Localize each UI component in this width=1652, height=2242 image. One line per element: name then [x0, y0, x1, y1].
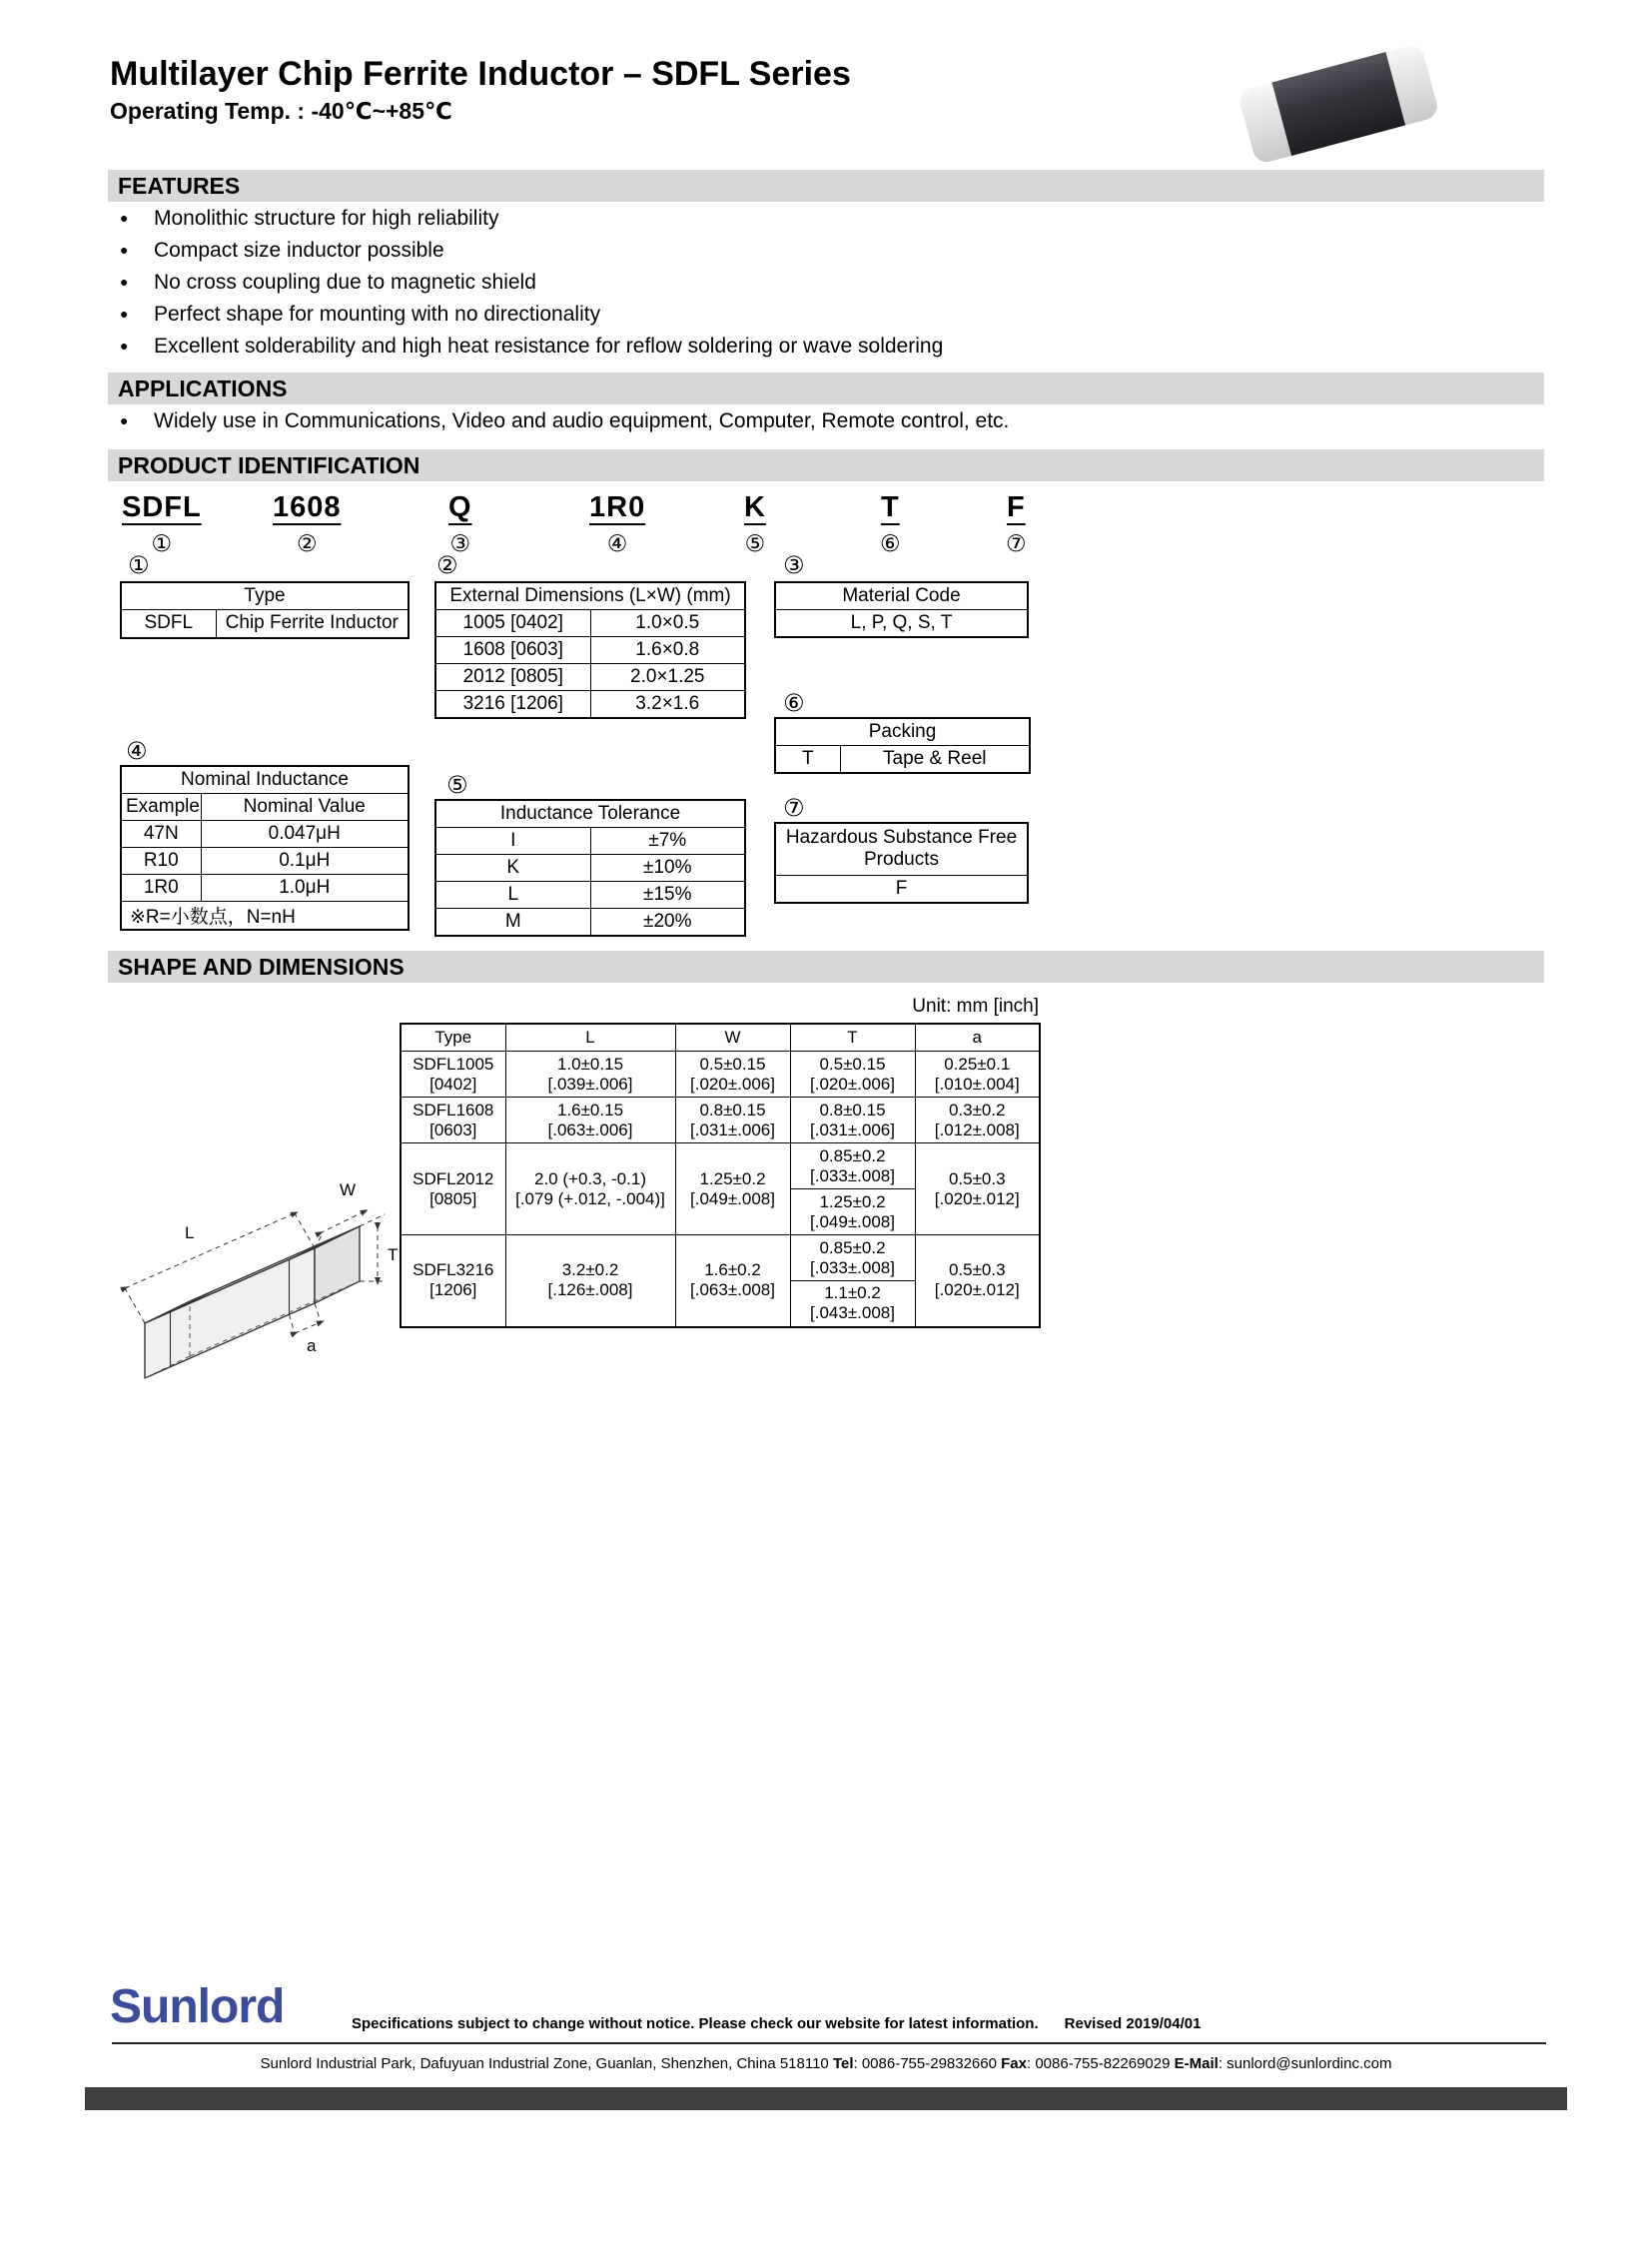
table-cell: 47N: [121, 821, 201, 848]
table-note: ※R=小数点，N=nH: [121, 902, 409, 931]
cell-line: SDFL1005: [413, 1054, 494, 1074]
table-cell: [790, 1143, 915, 1189]
table-row: [435, 691, 745, 719]
cell-line: 0.5±0.15: [699, 1054, 766, 1074]
cell-line: 1.6±0.15: [556, 1100, 624, 1120]
table-title: Type: [121, 582, 409, 610]
type-table: [120, 581, 410, 639]
table-cell: 1.6×0.8: [590, 637, 745, 664]
table-cell: 1.0μH: [201, 875, 409, 902]
table-cell: SDFL: [121, 610, 216, 638]
cell-line: [.012±.008]: [934, 1120, 1020, 1139]
code-text: 1R0: [589, 491, 646, 523]
feature-text: Excellent solderability and high heat resistance for reflow soldering or wave soldering: [154, 335, 944, 358]
cell-line: [.043±.008]: [810, 1303, 895, 1323]
bullet-icon: ●: [120, 210, 129, 226]
table-title: [775, 823, 1028, 875]
bullet-icon: ●: [120, 412, 129, 428]
table-cell: T: [775, 746, 840, 774]
list-item: [110, 409, 1009, 432]
table-cell: [505, 1052, 675, 1098]
code-segment-size: [273, 491, 342, 557]
cell-line: SDFL2012: [413, 1168, 494, 1188]
table-title: Packing: [775, 718, 1030, 746]
cell-line: [.020±.012]: [934, 1188, 1020, 1208]
tel-number: : 0086-755-29832660: [853, 2055, 1002, 2072]
table-row: [775, 746, 1030, 774]
list-item: [110, 271, 943, 294]
table-row: [435, 637, 745, 664]
table-row: [775, 718, 1030, 746]
cell-line: 0.8±0.15: [699, 1100, 766, 1120]
code-marker: ④: [606, 530, 628, 556]
table-title: External Dimensions (L×W) (mm): [435, 582, 745, 610]
code-segment-material: [448, 491, 472, 557]
section-heading-label: APPLICATIONS: [118, 374, 288, 401]
table-row: [121, 902, 409, 931]
diagram-label-cap: a: [307, 1336, 317, 1355]
cell-line: [.033±.008]: [810, 1257, 895, 1277]
table-marker: ③: [783, 552, 805, 579]
table-cell: 3.2×1.6: [590, 691, 745, 719]
code-marker: ⑦: [1006, 530, 1027, 556]
table-cell: [675, 1143, 790, 1235]
table-marker: ⑦: [783, 795, 805, 822]
list-item: [110, 335, 943, 358]
table-title: Inductance Tolerance: [435, 800, 745, 828]
email-label: E-Mail: [1174, 2055, 1219, 2072]
table-row: [435, 664, 745, 691]
table-cell: [790, 1052, 915, 1098]
table-row: [435, 800, 745, 828]
table-cell: 2012 [0805]: [435, 664, 590, 691]
section-heading-label: PRODUCT IDENTIFICATION: [118, 451, 420, 478]
table-row: [435, 855, 745, 882]
application-text: Widely use in Communications, Video and audio equipment, Computer, Remote control, etc.: [154, 409, 1010, 432]
column-header: a: [915, 1024, 1040, 1052]
cell-line: [.039±.006]: [547, 1074, 633, 1094]
cell-line: 0.5±0.15: [819, 1054, 886, 1074]
table-cell: ±15%: [590, 882, 745, 909]
feature-text: Perfect shape for mounting with no directionality: [154, 303, 601, 326]
feature-text: No cross coupling due to magnetic shield: [154, 271, 536, 294]
table-marker: ⑥: [783, 690, 805, 717]
table-cell: 1608 [0603]: [435, 637, 590, 664]
cell-line: [.126±.008]: [547, 1280, 633, 1300]
code-marker: ③: [449, 530, 471, 556]
table-row: [121, 582, 409, 610]
column-header: W: [675, 1024, 790, 1052]
unit-label: Unit: mm [inch]: [912, 996, 1039, 1017]
code-marker: ⑤: [744, 530, 766, 556]
dimension-diagram: [95, 1133, 414, 1423]
cell-line: 1.6±0.2: [704, 1260, 761, 1280]
table-row: [401, 1052, 1040, 1098]
table-row: [121, 610, 409, 638]
table-row: [435, 828, 745, 855]
table-row: [775, 823, 1028, 875]
bullet-icon: ●: [120, 274, 129, 290]
fax-number: : 0086-755-82269029: [1027, 2055, 1175, 2072]
cell-line: [1206]: [429, 1280, 477, 1300]
email-address: : sunlord@sunlordinc.com: [1218, 2055, 1392, 2072]
table-marker: ②: [436, 552, 458, 579]
feature-text: Monolithic structure for high reliability: [154, 207, 499, 230]
bullet-icon: ●: [120, 242, 129, 258]
table-cell: [401, 1143, 505, 1235]
code-segment-type: [122, 491, 202, 557]
table-row: [435, 582, 745, 610]
code-segment-tolerance: [744, 491, 766, 557]
table-cell: [675, 1052, 790, 1098]
table-cell: [790, 1098, 915, 1143]
revision-date: Revised 2019/04/01: [1064, 2015, 1202, 2032]
table-cell: [505, 1235, 675, 1327]
cell-line: 1.25±0.2: [699, 1168, 766, 1188]
cell-line: SDFL3216: [413, 1260, 494, 1280]
table-cell: [675, 1235, 790, 1327]
table-cell: 0.047μH: [201, 821, 409, 848]
table-cell: [401, 1235, 505, 1327]
table-cell: K: [435, 855, 590, 882]
cell-line: 0.5±0.3: [948, 1260, 1006, 1280]
table-cell: R10: [121, 848, 201, 875]
section-heading-label: FEATURES: [118, 172, 241, 199]
column-header: Example: [121, 794, 201, 821]
table-row: [121, 794, 409, 821]
code-text: T: [880, 491, 900, 523]
table-row: [401, 1098, 1040, 1143]
cell-line: [.063±.008]: [690, 1280, 775, 1300]
cell-line: [.020±.006]: [810, 1074, 895, 1094]
cell-line: [.049±.008]: [690, 1188, 775, 1208]
spec-notice: Specifications subject to change without notice. Please check our website for latest information.: [352, 2015, 1039, 2032]
applications-list: [110, 409, 1009, 432]
table-cell: [790, 1189, 915, 1235]
column-header: T: [790, 1024, 915, 1052]
table-title: Nominal Inductance: [121, 766, 409, 794]
footer-note-row: [352, 2015, 1201, 2032]
diagram-label-width: W: [340, 1180, 357, 1199]
diagram-label-length: L: [185, 1223, 195, 1242]
cell-line: Products: [864, 849, 939, 871]
tel-label: Tel: [832, 2055, 854, 2072]
company-logo: Sunlord: [110, 1980, 285, 2033]
cell-line: [.010±.004]: [934, 1074, 1020, 1094]
cell-line: [.063±.006]: [547, 1120, 633, 1139]
table-row: [775, 610, 1028, 638]
table-marker: ①: [128, 552, 150, 579]
footer-divider: [112, 2042, 1546, 2044]
cell-line: 0.3±0.2: [948, 1100, 1006, 1120]
table-cell: [401, 1098, 505, 1143]
hazard-free-table: [774, 822, 1029, 904]
code-text: F: [1006, 491, 1026, 523]
table-cell: [915, 1143, 1040, 1235]
cell-line: [.049±.008]: [810, 1211, 895, 1231]
table-cell: 3216 [1206]: [435, 691, 590, 719]
cell-line: 3.2±0.2: [561, 1260, 619, 1280]
cell-line: [.033±.008]: [810, 1165, 895, 1185]
table-cell: [915, 1052, 1040, 1098]
cell-line: [.020±.012]: [934, 1280, 1020, 1300]
table-cell: [675, 1098, 790, 1143]
table-row: [775, 875, 1028, 903]
chip-product-image: [1214, 28, 1463, 178]
table-cell: [915, 1098, 1040, 1143]
table-cell: [915, 1235, 1040, 1327]
external-dimensions-table: [434, 581, 746, 719]
cell-line: 2.0 (+0.3, -0.1): [534, 1168, 646, 1188]
section-heading-product-identification: [108, 449, 1544, 481]
code-segment-hazard-free: [1006, 491, 1027, 557]
table-row: [435, 909, 745, 937]
inductance-tolerance-table: [434, 799, 746, 937]
table-cell: 1R0: [121, 875, 201, 902]
table-cell: 2.0×1.25: [590, 664, 745, 691]
cell-line: [0603]: [429, 1120, 477, 1139]
table-row: [435, 882, 745, 909]
code-text: 1608: [273, 491, 342, 523]
table-cell: ±7%: [590, 828, 745, 855]
code-text: SDFL: [122, 491, 202, 523]
cell-line: SDFL1608: [413, 1100, 494, 1120]
table-cell: [401, 1052, 505, 1098]
cell-line: 0.85±0.2: [819, 1237, 886, 1257]
table-cell: ±20%: [590, 909, 745, 937]
table-cell: 1.0×0.5: [590, 610, 745, 637]
table-row: [121, 875, 409, 902]
table-row: [121, 766, 409, 794]
code-marker: ②: [296, 530, 318, 556]
nominal-inductance-table: [120, 765, 410, 931]
cell-line: [0805]: [429, 1188, 477, 1208]
table-row: [121, 848, 409, 875]
cell-line: [0402]: [429, 1074, 477, 1094]
operating-temp: Operating Temp. : -40℃~+85℃: [110, 98, 452, 124]
code-marker: ⑥: [880, 530, 901, 556]
table-cell: I: [435, 828, 590, 855]
table-cell: [505, 1098, 675, 1143]
code-segment-packing: [880, 491, 901, 557]
section-heading-features: [108, 170, 1544, 202]
cell-line: 0.5±0.3: [948, 1168, 1006, 1188]
code-segment-inductance: [589, 491, 645, 557]
table-row: [435, 610, 745, 637]
table-cell: [505, 1143, 675, 1235]
table-cell: Tape & Reel: [840, 746, 1030, 774]
table-row: [121, 821, 409, 848]
features-list: [110, 207, 943, 358]
material-code-table: [774, 581, 1029, 638]
cell-line: 1.0±0.15: [556, 1054, 624, 1074]
bullet-icon: ●: [120, 306, 129, 322]
code-text: K: [744, 491, 766, 523]
table-title: Material Code: [775, 582, 1028, 610]
table-marker: ⑤: [446, 772, 468, 799]
table-cell: [790, 1281, 915, 1327]
table-cell: M: [435, 909, 590, 937]
cell-line: 1.1±0.2: [824, 1283, 881, 1303]
bullet-icon: ●: [120, 338, 129, 354]
list-item: [110, 303, 943, 326]
section-heading-label: SHAPE AND DIMENSIONS: [118, 953, 405, 980]
fax-label: Fax: [1001, 2055, 1027, 2072]
table-row: [401, 1024, 1040, 1052]
page-title: Multilayer Chip Ferrite Inductor – SDFL Series: [110, 55, 851, 93]
table-cell: [790, 1235, 915, 1281]
code-marker: ①: [151, 530, 173, 556]
address-text: Sunlord Industrial Park, Dafuyuan Industrial Zone, Guanlan, Shenzhen, China 518110: [260, 2055, 833, 2072]
cell-line: [.079 (+.012, -.004)]: [515, 1188, 665, 1208]
cell-line: [.031±.006]: [810, 1120, 895, 1139]
table-row: [775, 582, 1028, 610]
cell-line: 1.25±0.2: [819, 1191, 886, 1211]
feature-text: Compact size inductor possible: [154, 239, 444, 262]
section-heading-shape-dimensions: [108, 951, 1544, 983]
cell-line: 0.25±0.1: [944, 1054, 1011, 1074]
table-cell: 1005 [0402]: [435, 610, 590, 637]
table-row: [401, 1235, 1040, 1281]
diagram-label-thickness: T: [388, 1245, 399, 1264]
list-item: [110, 207, 943, 230]
cell-line: [.020±.006]: [690, 1074, 775, 1094]
code-text: Q: [448, 491, 472, 523]
table-cell: Chip Ferrite Inductor: [216, 610, 409, 638]
company-address: [0, 2055, 1652, 2072]
cell-line: Hazardous Substance Free: [785, 827, 1018, 849]
list-item: [110, 239, 943, 262]
column-header: L: [505, 1024, 675, 1052]
packing-table: [774, 717, 1031, 774]
table-cell: L, P, Q, S, T: [775, 610, 1028, 638]
footer-bar: [85, 2087, 1567, 2110]
dimensions-table: [400, 1023, 1041, 1328]
column-header: Type: [401, 1024, 505, 1052]
table-marker: ④: [126, 738, 148, 765]
section-heading-applications: [108, 373, 1544, 404]
table-cell: L: [435, 882, 590, 909]
cell-line: 0.85±0.2: [819, 1145, 886, 1165]
table-cell: ±10%: [590, 855, 745, 882]
table-cell: 0.1μH: [201, 848, 409, 875]
table-cell: F: [775, 875, 1028, 903]
cell-line: 0.8±0.15: [819, 1100, 886, 1120]
table-row: [401, 1143, 1040, 1189]
column-header: Nominal Value: [201, 794, 409, 821]
cell-line: [.031±.006]: [690, 1120, 775, 1139]
